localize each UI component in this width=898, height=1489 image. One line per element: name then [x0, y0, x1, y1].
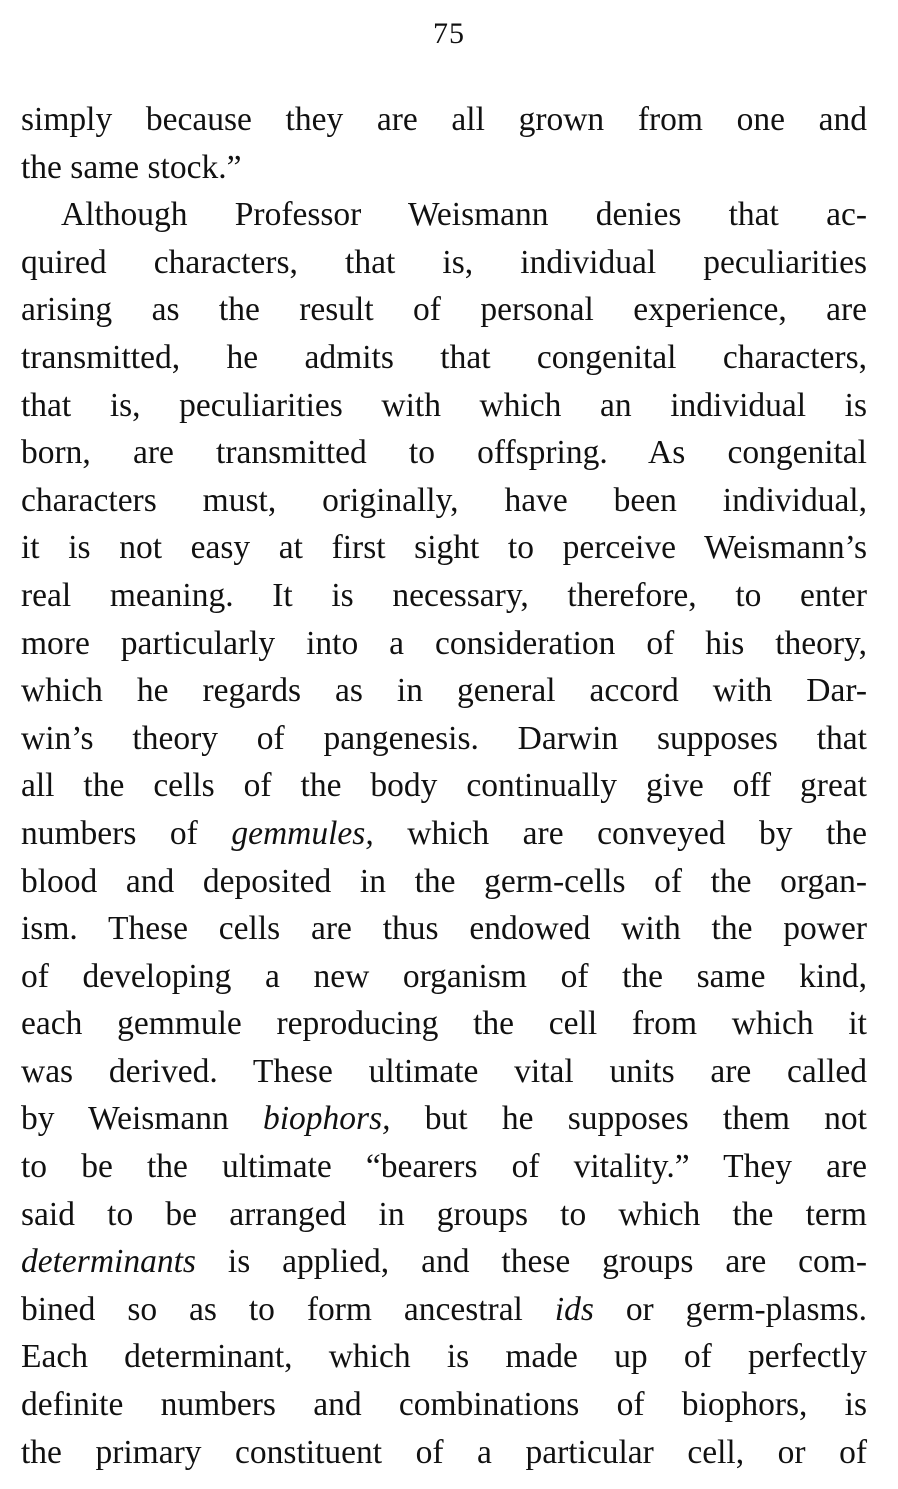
text-line: the primary constituent of a particular cell, or of: [21, 1433, 867, 1471]
text-line: said to be arranged in groups to which the term: [21, 1195, 867, 1233]
text-line: the same stock.”: [21, 148, 242, 186]
text-line: characters must, originally, have been individual,: [21, 481, 867, 519]
text-line: of developing a new organism of the same kind,: [21, 957, 867, 995]
text-line: transmitted, he admits that congenital characters,: [21, 338, 867, 376]
text-line: it is not easy at first sight to perceive Weismann’s: [21, 529, 867, 567]
text-line: was derived. These ultimate vital units are called: [21, 1052, 867, 1090]
text-run: is applied, and these groups are com-: [195, 1243, 867, 1281]
text-line: quired characters, that is, individual peculiarities: [21, 243, 867, 281]
text-line: blood and deposited in the germ-cells of the organ-: [21, 862, 867, 900]
text-run: bined so as to form ancestral: [21, 1290, 555, 1328]
page-number: 75: [433, 17, 465, 50]
text-line: ism. These cells are thus endowed with the power: [21, 910, 867, 948]
text-line: arising as the result of personal experience, are: [21, 291, 867, 329]
text-line: win’s theory of pangenesis. Darwin supposes that: [21, 719, 867, 757]
text-run: or germ-plasms.: [593, 1290, 867, 1328]
text-line: Each determinant, which is made up of perfectly: [21, 1338, 867, 1376]
body-text: [21, 96, 867, 1476]
text-run: but he supposes them not: [390, 1100, 867, 1138]
italic-term: determinants: [21, 1243, 196, 1281]
text-line: that is, peculiarities with which an individual is: [21, 386, 867, 424]
text-line: each gemmule reproducing the cell from which it: [21, 1005, 867, 1043]
text-line: to be the ultimate “bearers of vitality.” They are: [21, 1148, 867, 1186]
italic-term: gemmules,: [231, 814, 374, 852]
text-line: [21, 810, 867, 858]
text-line: which he regards as in general accord with Dar-: [21, 672, 867, 710]
italic-term: ids: [554, 1290, 594, 1328]
text-line: definite numbers and combinations of biophors, is: [21, 1386, 867, 1424]
text-line: Although Professor Weismann denies that ac-: [61, 196, 867, 234]
text-line: all the cells of the body continually give off great: [21, 767, 867, 805]
text-line: real meaning. It is necessary, therefore, to enter: [21, 576, 867, 614]
text-line: simply because they are all grown from one and: [21, 101, 867, 138]
text-run: by Weismann: [21, 1100, 263, 1138]
text-line: [21, 1286, 867, 1334]
italic-term: biophors,: [262, 1100, 391, 1138]
text-line: more particularly into a consideration of his theory,: [21, 624, 867, 662]
text-line: [21, 1095, 867, 1143]
text-run: numbers of: [21, 814, 232, 852]
text-line: [21, 1238, 867, 1286]
text-line: born, are transmitted to offspring. As congenital: [21, 434, 867, 472]
text-run: which are conveyed by the: [373, 814, 867, 852]
